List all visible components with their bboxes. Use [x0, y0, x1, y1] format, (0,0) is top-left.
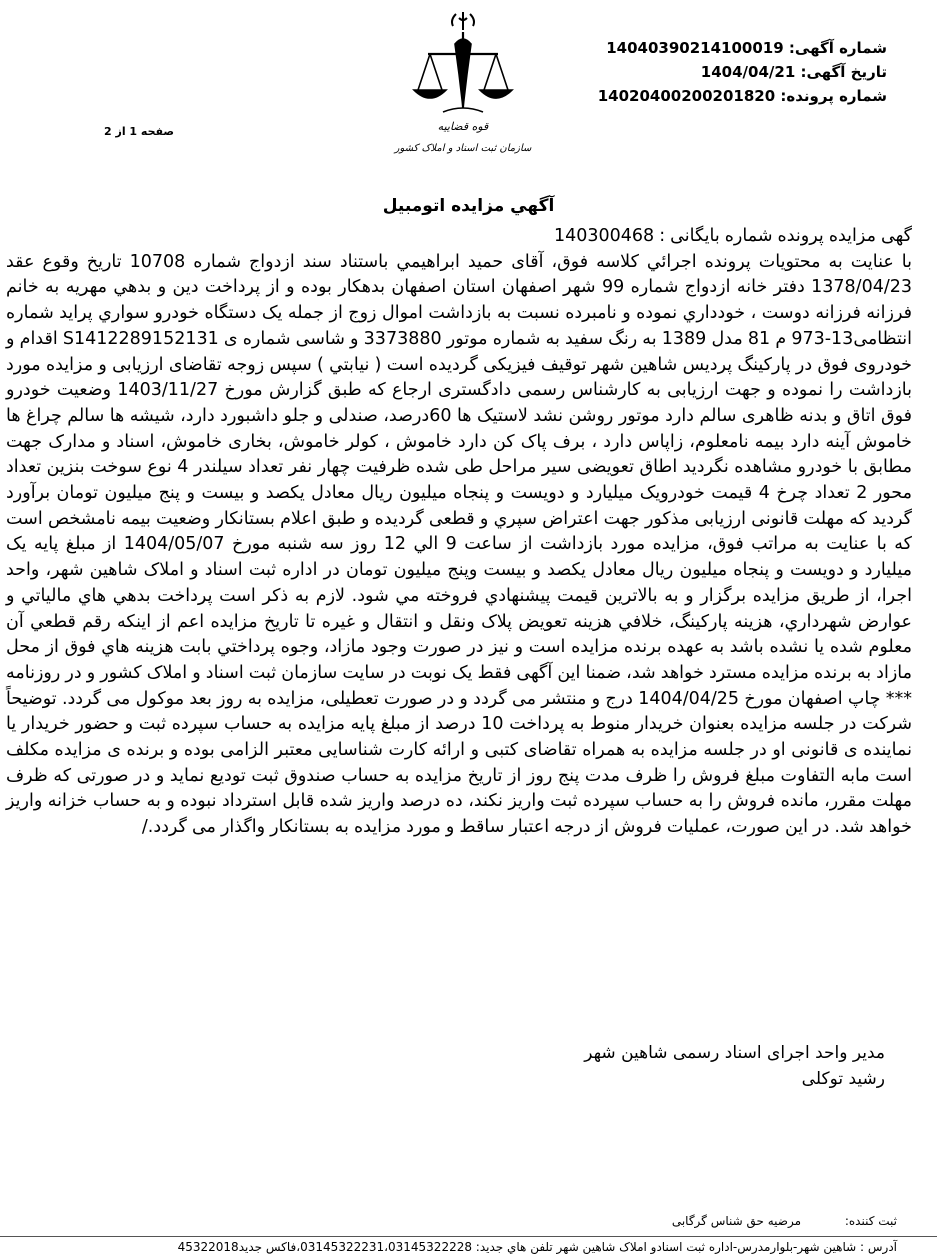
signature-block	[584, 1040, 885, 1092]
footer-address: آدرس : شاهين شهر-بلوارمدرس-اداره ثبت اسنادو املاک شاهين شهر تلفن هاي جديد: 03145322231،03145322228،فاکس جديد45322018	[177, 1240, 897, 1254]
notice-file-line: گهی مزایده پرونده شماره بایگانی : 140300468	[553, 226, 912, 246]
registrar-label: ثبت کننده:	[844, 1214, 897, 1228]
file-number-row	[527, 84, 887, 108]
ad-meta	[527, 36, 887, 108]
ad-date-label: تاریخ آگهی:	[800, 63, 887, 81]
ad-date-row	[527, 60, 887, 84]
ad-number-row	[527, 36, 887, 60]
notice-body	[6, 224, 912, 841]
emblem-icon	[452, 12, 474, 30]
page-title: آگهي مزايده اتومبيل	[382, 196, 555, 216]
footer-divider	[0, 1236, 937, 1237]
ad-date: 1404/04/21	[700, 63, 796, 81]
registrar-name: مرضيه حق شناس گرگابی	[671, 1214, 802, 1228]
logo-text-organization: سازمان ثبت اسناد و املاک کشور	[394, 143, 532, 154]
signature-role: مدير واحد اجرای اسناد رسمی شاهين شهر	[584, 1043, 885, 1063]
ad-number-label: شماره آگهی:	[788, 39, 887, 57]
notice-main-paragraph: با عنایت به محتویات پرونده اجرائي کلاسه فوق، آقای حميد ابراهيمي باستناد سند ازدواج شماره 10708 تاریخ وقوع عقد 1378/04/23 دفتر خانه ازدواج شماره 99 شهر اصفهان استان اصفهان بدهکار بوده و از پرداخت دين و بدهي مهريه به خانم فرزانه فرزانه دوست ، خودداري نموده و نامبرده نسبت به بازداشت اموال زوج از جمله يک دستگاه خودرو سواري پرايد شماره انتظامی13-973 م 81 مدل 1389 به رنگ سفيد به شماره موتور 3373880 و شاسی شماره ی S1412289152131 اقدام و خودروی فوق در پارکینگ پردیس شاهين شهر توقیف فیزیکی گردیده است ( نيابتي ) سپس زوجه تقاضای ارزیابی و مزایده مورد بازداشت را نموده و جهت ارزیابی به کارشناس رسمی دادگستری ارجاع که طبق گزارش مورخ 1403/11/27 وضعیت خودرو فوق اتاق و بدنه ظاهری سالم دارد موتور روشن نشد لاستیک ها 60درصد، صندلی و جلو داشبورد دارد، شیشه ها سالم چراغ ها خاموش آینه دارد بیمه نامعلوم، زاپاس دارد ، برف پاک کن دارد خاموش ، کولر خاموش، بخاری خاموش، اسناد و مدارک جهت مطابق با خودرو مشاهده نگردید اطاق تعویضی سیر مراحل طی شده ظرفیت چهار نفر تعداد سیلندر 4 نوع سوخت بنزین تعداد محور 2 تعداد چرخ 4 قیمت خودرویک میلیارد و دویست و پنجاه میلیون ریال معادل یکصد و بیست و پنج میلیون تومان برآورد گردید که مهلت قانونی ارزیابی مذکور جهت اعتراض سپري و قطعی گردیده و طبق اعلام بستانکار وضعیت بیمه نامشخص است که با عنایت به مراتب فوق، مزایده مورد بازداشت از ساعت 9 الي 12 روز سه شنبه مورخ 1404/05/07 از مبلغ پایه یک میلیارد و دویست و پنجاه میلیون ریال معادل یکصد و بیست وپنج میلیون تومان در اداره ثبت اسناد و املاک شاهين شهر، واحد اجرا، از طريق مزايده برگزار و به بالاترين قيمت پيشنهادي فروخته مي شود. لازم به ذکر است پرداخت بدهي هاي مالياتي و عوارض شهرداري، هزينه پارکينگ، خلافي هزينه تعويض پلاک ونقل و انتقال و غيره تا تاريخ مزايده اعم از اينکه رقم قطعي آن معلوم شده يا نشده باشد به عهده برنده مزايده است و نيز در صورت وجود مازاد، وجوه پرداختي بابت هزينه هاي فوق از محل مازاد به برنده مزايده مسترد خواهد شد، ضمنا این آگهی فقط یک نوبت در سایت سازمان ثبت اسناد و املاک کشور و در روزنامه *** چاپ اصفهان مورخ 1404/04/25 درج و منتشر می گردد و در صورت تعطیلی، مزایده به روز بعد موکول می گردد. توضيحاً شرکت در جلسه مزايده بعنوان خريدار منوط به پرداخت 10 درصد از مبلغ پايه مزايده به حساب سپرده ثبت و حضور خريدار يا نماينده ی قانونی او در جلسه مزايده به همراه تقاضای کتبی و ارائه کارت شناسایی معتبر الزامی بوده و برنده ی مزايده مکلف است مابه التفاوت مبلغ فروش را ظرف مدت پنج روز از تاریخ مزایده به حساب صندوق ثبت تودیع نماید و در صورتی که ظرف مهلت مقرر، مانده فروش را به حساب سپرده ثبت واریز نکند، ده درصد واریز شده قابل استرداد نبوده و به حساب خزانه واریز خواهد شد. در این صورت، عملیات فروش از درجه اعتبار ساقط و مورد مزایده به بستانکار واگذار می گردد./	[6, 251, 913, 838]
file-number-label: شماره پرونده:	[780, 87, 887, 105]
ad-number: 14040390214100019	[606, 39, 784, 57]
page-number: صفحه 1 از 2	[104, 125, 175, 138]
logo-text-judiciary: قوه قضاییه	[437, 120, 489, 133]
judiciary-logo	[383, 8, 543, 158]
signature-name: رشيد توکلی	[801, 1069, 885, 1089]
registrar	[672, 1214, 897, 1228]
file-number: 14020400200201820	[597, 87, 776, 105]
